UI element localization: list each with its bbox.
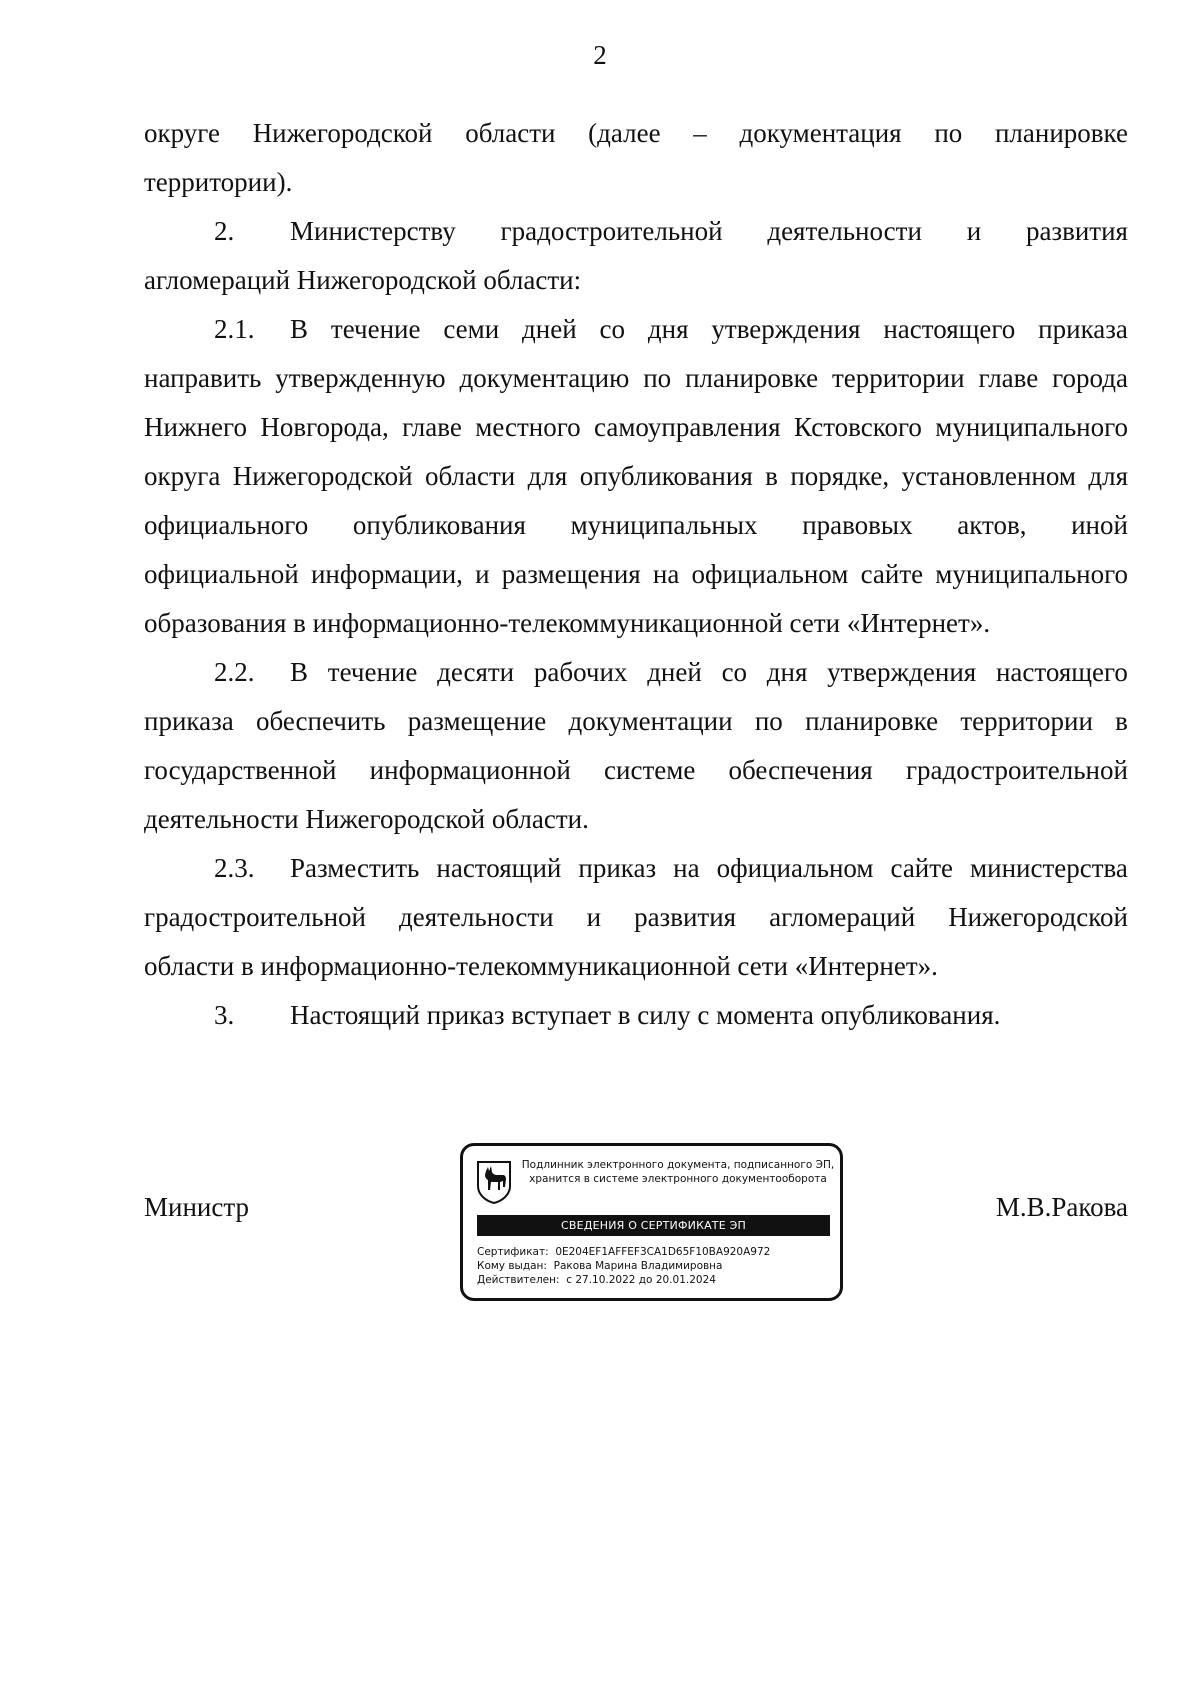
issued-to-value: Ракова Марина Владимировна — [553, 1260, 723, 1272]
word: деятельности — [399, 902, 554, 932]
word: утверждения — [711, 314, 861, 344]
paragraph-item-2 — [144, 207, 1128, 305]
word: утверждения — [827, 657, 977, 687]
word: обеспечить — [256, 706, 386, 736]
text-line: агломераций Нижегородской области: — [144, 265, 582, 295]
word: градостроительной — [500, 216, 723, 246]
text-line: округа Нижегородской области для опубликования в порядке, установленном для — [144, 461, 1128, 491]
word: и — [586, 902, 602, 932]
word: в — [1115, 706, 1128, 736]
page-number: 2 — [593, 40, 607, 70]
paragraph-item-2-3 — [144, 844, 1128, 991]
word: градостроительной — [144, 902, 366, 932]
stamp-header-line: Подлинник электронного документа, подписанного ЭП, — [521, 1159, 835, 1171]
word: градостроительной — [905, 755, 1128, 785]
text-line: Нижнего Новгорода, главе местного самоуправления Кстовского муниципального — [144, 412, 1128, 442]
item-number: 3. — [214, 1000, 235, 1030]
certificate-label: Сертификат: — [477, 1246, 552, 1258]
word: области — [465, 118, 556, 148]
paragraph-item-2-1 — [144, 305, 1128, 648]
line-words — [290, 844, 1128, 893]
text-line — [144, 501, 1128, 550]
text-line — [144, 305, 1128, 354]
line-words — [290, 207, 1128, 256]
item-number: 2.3. — [214, 853, 255, 883]
text-line: территории). — [144, 167, 293, 197]
text-line — [144, 991, 1128, 1040]
stamp-valid-row — [477, 1273, 832, 1287]
stamp-header-line: хранится в системе электронного документооборота — [529, 1173, 827, 1185]
document-body — [144, 109, 1128, 1040]
word: документация — [739, 118, 902, 148]
word: иной — [1071, 510, 1128, 540]
word: (далее — [588, 118, 661, 148]
word: официального — [144, 510, 309, 540]
signatory-position: Министр — [144, 1192, 249, 1222]
word: Разместить — [290, 853, 420, 883]
word: актов, — [957, 510, 1027, 540]
item-number: 2.2. — [214, 657, 255, 687]
word: министерства — [970, 853, 1128, 883]
word: приказ — [578, 853, 657, 883]
text-line: деятельности Нижегородской области. — [144, 804, 589, 834]
word: планировке — [994, 118, 1128, 148]
word: рабочих — [533, 657, 628, 687]
word: документации — [568, 706, 733, 736]
stamp-issued-row — [477, 1259, 832, 1273]
word: официальном — [716, 853, 874, 883]
word: развития — [634, 902, 737, 932]
word: семи — [443, 314, 500, 344]
word: по — [934, 118, 963, 148]
stamp-header — [519, 1158, 837, 1186]
word: округе — [144, 118, 220, 148]
line-words — [290, 305, 1128, 354]
coat-of-arms-icon — [476, 1160, 512, 1204]
word: Нижегородской — [252, 118, 433, 148]
valid-value: с 27.10.2022 до 20.01.2024 — [566, 1274, 716, 1286]
word: развития — [1025, 216, 1128, 246]
text-line: официальной информации, и размещения на официальном сайте муниципального — [144, 559, 1128, 589]
line-words — [290, 648, 1128, 697]
item-number: 2. — [214, 216, 235, 246]
text-line — [144, 893, 1128, 942]
line-text: Настоящий приказ вступает в силу с момента опубликования. — [290, 1000, 1001, 1030]
word: правовых — [802, 510, 913, 540]
word: агломераций — [769, 902, 916, 932]
issued-to-label: Кому выдан: — [477, 1260, 551, 1272]
word: дня — [766, 657, 808, 687]
word: течение — [327, 657, 418, 687]
text-line — [144, 844, 1128, 893]
word: информационной — [369, 755, 571, 785]
word: – — [693, 118, 707, 148]
word: со — [599, 314, 626, 344]
word: деятельности — [767, 216, 922, 246]
word: дней — [647, 657, 702, 687]
stamp-certificate-row — [477, 1245, 832, 1259]
word: Министерству — [290, 216, 456, 246]
valid-label: Действителен: — [477, 1274, 563, 1286]
word: планировке — [805, 706, 939, 736]
stamp-certificate-bar: СВЕДЕНИЯ О СЕРТИФИКАТЕ ЭП — [477, 1215, 830, 1236]
item-number: 2.1. — [214, 314, 255, 344]
paragraph-continuation — [144, 109, 1128, 207]
word: В — [290, 657, 309, 687]
word: дней — [522, 314, 577, 344]
word: В — [290, 314, 309, 344]
paragraph-item-2-2 — [144, 648, 1128, 844]
text-line — [144, 109, 1128, 158]
word: Нижегородской — [948, 902, 1128, 932]
text-line — [144, 746, 1128, 795]
word: настоящего — [995, 657, 1128, 687]
text-line: направить утвержденную документацию по планировке территории главе города — [144, 363, 1128, 393]
word: системе — [604, 755, 696, 785]
word: со — [721, 657, 748, 687]
word: дня — [647, 314, 689, 344]
word: настоящий — [436, 853, 562, 883]
word: государственной — [144, 755, 337, 785]
paragraph-item-3 — [144, 991, 1128, 1040]
word: опубликования — [352, 510, 526, 540]
word: размещение — [407, 706, 547, 736]
word: приказа — [144, 706, 234, 736]
word: приказа — [1038, 314, 1128, 344]
word: на — [673, 853, 700, 883]
word: течение — [330, 314, 421, 344]
word: настоящего — [883, 314, 1016, 344]
word: обеспечения — [728, 755, 873, 785]
word: по — [754, 706, 783, 736]
text-line: области в информационно-телекоммуникационной сети «Интернет». — [144, 951, 938, 981]
electronic-signature-stamp — [460, 1143, 843, 1301]
stamp-details — [477, 1245, 832, 1287]
text-line — [144, 648, 1128, 697]
word: и — [966, 216, 982, 246]
certificate-value: 0E204EF1AFFEF3CA1D65F10BA920A972 — [555, 1246, 771, 1258]
word: десяти — [437, 657, 515, 687]
word: территории — [960, 706, 1093, 736]
text-line: образования в информационно-телекоммуникационной сети «Интернет». — [144, 608, 991, 638]
word: муниципальных — [570, 510, 758, 540]
text-line — [144, 697, 1128, 746]
text-line — [144, 207, 1128, 256]
signatory-name: М.В.Ракова — [995, 1192, 1128, 1222]
word: сайте — [890, 853, 954, 883]
